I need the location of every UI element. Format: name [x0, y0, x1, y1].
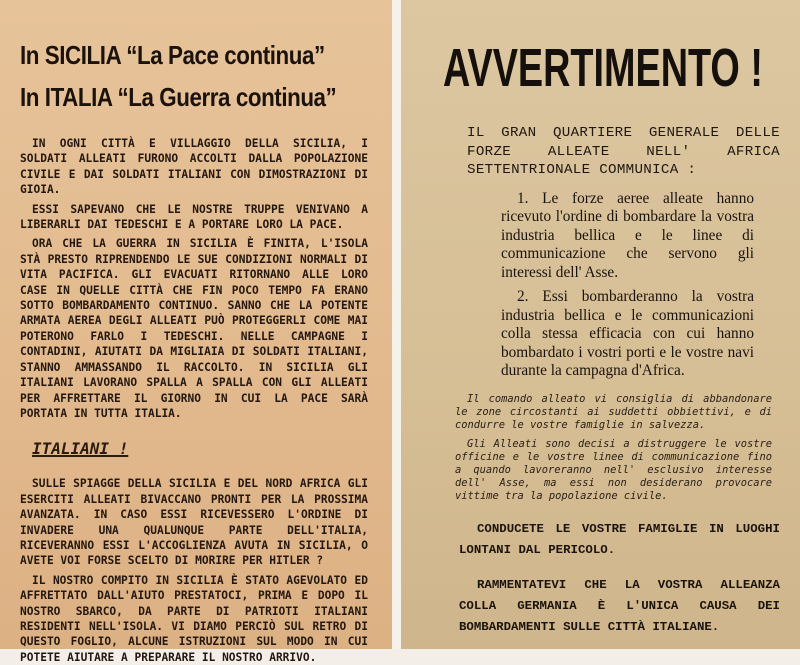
left-body-top — [20, 136, 368, 421]
left-paragraph: IN OGNI CITTÀ E VILLAGGIO DELLA SICILIA, I SOLDATI ALLEATI FURONO ACCOLTI DALLA POPOLAZIONE CIVILE E DAI SOLDATI ITALIANI CON DIMOSTRAZIONI DI GIOIA. — [20, 137, 368, 197]
alliance-warning — [431, 575, 780, 638]
caps-paragraph: RAMMENTATEVI CHE LA VOSTRA ALLEANZA COLLA GERMANIA È L'UNICA CAUSA DEI BOMBARDAMENTI SULLE CITTÀ ITALIANE. — [459, 577, 780, 634]
families-warning — [431, 519, 780, 561]
point-2: 2. Essi bombarderanno la vostra industria bellica e le communicazioni colla stessa efficacia con cui hanno bombardato i vostri porti e le vostre navi durante la campagna d'Africa. — [501, 288, 754, 379]
left-paragraph: ESSI SAPEVANO CHE LE NOSTRE TRUPPE VENIVANO A LIBERARLI DAI TEDESCHI E A PORTARE LORO LA PACE. — [20, 202, 368, 232]
avvertimento-title: AVVERTIMENTO ! — [443, 38, 763, 98]
left-leaflet — [0, 0, 392, 664]
italiani-subhead: ITALIANI ! — [32, 439, 129, 459]
page-divider — [392, 0, 401, 649]
caps-paragraph: CONDUCETE LE VOSTRE FAMIGLIE IN LUOGHI LONTANI DAL PERICOLO. — [459, 521, 780, 557]
left-paragraph: IL NOSTRO COMPITO IN SICILIA È STATO AGEVOLATO ED AFFRETTATO DALL'AIUTO PRESTATOCI, PRIMA E DOPO IL NOSTRO SBARCO, DA PARTE DI PATRIOTI ITALIANI RESIDENTI NELL'ISOLA. VI DIAMO PERCIÒ SUL RETRO DI QUESTO FOGLIO, ALCUNE ISTRUZIONI SUL MODO IN CUI POTETE AIUTARE A PREPARARE IL NOSTRO ARRIVO. — [20, 573, 368, 664]
advisory-italic — [431, 393, 780, 503]
advisory-paragraph: Gli Alleati sono decisi a distruggere le vostre officine e le vostre linee di communicazione fino a quando lavoreranno nell' esclusivo interesse dell' Asse, ma essi non desiderano provocare vittime tra la popolazione civile. — [455, 437, 772, 502]
advisory-paragraph: Il comando alleato vi consiglia di abbandonare le zone circostanti ai suddetti obbiettivi, e di condurre le vostre famiglie in salvezza. — [455, 392, 772, 431]
headline-italia: In ITALIA “La Guerra continua” — [20, 82, 337, 112]
headline-sicilia: In SICILIA “La Pace continua” — [20, 40, 325, 70]
right-leaflet — [401, 0, 800, 649]
left-paragraph: SULLE SPIAGGE DELLA SICILIA E DEL NORD AFRICA GLI ESERCITI ALLEATI BIVACCANO PRONTI PER LA PROSSIMA AVANZATA. IN CASO ESSI RICEVESSERO L'ORDINE DI INVADERE UNA QUALUNQUE PARTE DELL'ITALIA, RICEVERANNO ESSI L'ACCOGLIENZA AVUTA IN SICILIA, O AVETE VOI FORSE SCELTO DI MORIRE PER HITLER ? — [20, 477, 368, 568]
headquarters-notice: IL GRAN QUARTIERE GENERALE DELLE FORZE ALLEATE NELL' AFRICA SETTENTRIONALE COMMUNICA : — [467, 125, 780, 178]
point-1: 1. Le forze aeree alleate hanno ricevuto l'ordine di bombardare la vostra industria bellica e le linee di communicazione che servono gli interessi dell' Asse. — [501, 189, 754, 281]
left-paragraph: ORA CHE LA GUERRA IN SICILIA È FINITA, L'ISOLA STÀ PRESTO RIPRENDENDO LE SUE CONDIZIONI NORMALI DI VITA PACIFICA. GLI EVACUATI RITORNANO ALLE LORO CASE IN QUELLE CITTÀ CHE FIN POCO TEMPO FA ERANO SOTTO BOMBARDAMENTO CONTINUO. SANNO CHE LA POTENTE ARMATA AEREA DEGLI ALLEATI PUÒ PROTEGGERLI COME MAI POTERONO FARLO I TEDESCHI. NELLE CAMPAGNE I CONTADINI, AIUTATI DA MIGLIAIA DI SOLDATI ITALIANI, STANNO AMMASSANDO IL RACCOLTO. IN SICILIA GLI ITALIANI LAVORANO SPALLA A SPALLA CON GLI ALLEATI PER AFFRETTARE IL GIORNO IN CUI LA PACE SARÀ PORTATA IN TUTTA ITALIA. — [20, 237, 368, 420]
left-body-bottom — [20, 476, 368, 665]
numbered-points — [431, 190, 780, 381]
